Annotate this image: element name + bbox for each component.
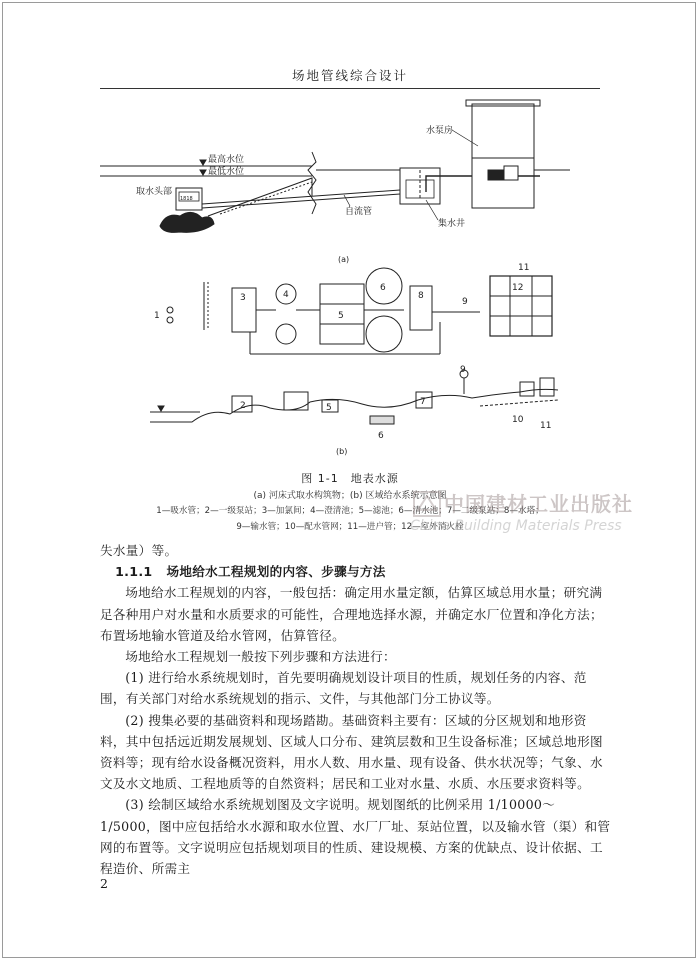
label-num-10: 10 [512,415,524,425]
gravity-pipe-upper [202,190,400,204]
label-num-7: 7 [420,397,426,407]
riverbed-rocks [160,212,214,232]
label-num-3: 3 [240,293,246,303]
section-number: 1.1.1 [115,564,153,580]
paragraph-continuation: 失水量）等。 [100,543,178,558]
label-pump-house: 水泵房 [426,126,454,136]
leader-sump [426,200,438,220]
label-num-1: 1 [154,311,160,321]
high-water-marker [200,160,206,165]
clear-well-bottom [366,316,402,352]
profile-water-marker [158,406,164,411]
pump-unit [488,170,504,180]
paragraph-5: (3) 绘制区域给水系统规划图及文字说明。规划图纸的比例采用 1/10000～1/5000，图中应包括给水水源和取水位置、水厂厂址、泵站位置，以及输水管（渠）和管网的布置等。文字说明应包括规划项目的性质、建设规模、方案的优缺点、设计依据、工程造价、所需主 [100,797,611,877]
paragraph-1: 场地给水工程规划的内容，一般包括：确定用水量定额，估算区域总用水量；研究满足各种用户对水量和水质要求的可能性，合理地选择水源，并确定水厂位置和净化方法；布置场地输水管道及给水管网，估算管径。 [100,585,603,643]
label-num-8: 8 [418,291,424,301]
figure-b-label: (b) [336,447,348,456]
label-num-9: 9 [462,297,468,307]
leader-gravity-pipe [344,195,350,206]
intake-mark: 1818 [180,196,193,202]
intake-pipe-1 [167,307,173,313]
running-head: 场地管线综合设计 [291,68,408,83]
motor-unit [504,166,518,180]
label-num-9b: 9 [460,365,466,375]
label-num-11b: 11 [540,421,552,431]
label-intake-head: 取水头部 [136,187,173,197]
header-rule [100,88,600,89]
figure-legend-line-1: 1—吸水管；2—一级泵站；3—加氯间；4—澄清池；5—滤池；6—清水池；7—二级泵站；8—水塔； [156,506,544,516]
figure-a-label: (a) [338,255,350,264]
figure-legend-line-2: 9—输水管；10—配水管网；11—进户管；12—室外消火栓 [236,522,464,532]
leader-pump-house [452,130,478,146]
slope-hatch [220,182,312,214]
pump-house [472,104,534,208]
publisher-logo-icon [412,490,442,518]
label-low-water: 最低水位 [208,167,245,177]
paragraph-4: (2) 搜集必要的基础资料和现场踏勘。基础资料主要有：区域的分区规划和地形资料，其中包括远近期发展规划、区域人口分布、建筑层数和卫生设备标准；区域总地形图资料等；现有给水设备概况资料，用水人数、用水量、现有设备、供水状况等；气象、水文及水文地质、工程地质等的自然资料；居民和工业对水量、水质、水压要求资料等。 [100,712,603,792]
figure-caption-title: 图 1-1 地表水源 [301,472,399,485]
profile-distribution [480,400,558,406]
label-num-11: 11 [518,263,530,273]
figure-b-plan [167,268,552,354]
watermark-chinese: 中国建材工业出版社 [444,492,633,516]
label-num-5: 5 [338,311,344,321]
paragraph-3: (1) 进行给水系统规划时，首先要明确规划设计项目的性质，规划任务的内容、范围，有关部门对给水系统规划的指示、文件，与其他部门分工协议等。 [100,670,587,707]
label-sump: 集水井 [438,219,466,229]
suction-pipe [426,176,472,192]
label-num-4: 4 [283,290,289,300]
label-high-water: 最高水位 [208,155,245,165]
pump-house-roof [466,100,540,106]
clarifier-bottom [276,324,296,344]
label-gravity-pipe: 自流管 [345,207,373,217]
terrain-profile [150,389,558,422]
page-number: 2 [100,876,108,891]
intake-pipe-2 [167,317,173,323]
label-num-2: 2 [240,401,246,411]
profile-clear-well [370,416,394,424]
section-heading [100,561,612,582]
profile-building-1 [520,382,534,396]
low-water-marker [200,170,206,175]
figure-caption-subtitle: (a) 河床式取水构筑物；(b) 区域给水系统示意图 [253,491,447,501]
figure-a [100,100,570,232]
profile-building-2 [540,378,554,396]
section-title: 场地给水工程规划的内容、步骤与方法 [166,564,386,580]
figure-1-1 [100,96,600,468]
body-text [100,540,612,879]
gravity-pipe-lower [202,194,400,208]
label-num-6: 6 [380,283,386,293]
profile-clarifier [284,392,308,410]
publisher-watermark [404,488,633,548]
label-num-5b: 5 [326,403,332,413]
paragraph-2: 场地给水工程规划一般按下列步骤和方法进行： [125,649,396,665]
label-num-6b: 6 [378,431,384,441]
watermark-english: China Building Materials Press [410,518,622,534]
figure-b-profile [150,370,558,424]
label-num-12: 12 [512,283,524,293]
